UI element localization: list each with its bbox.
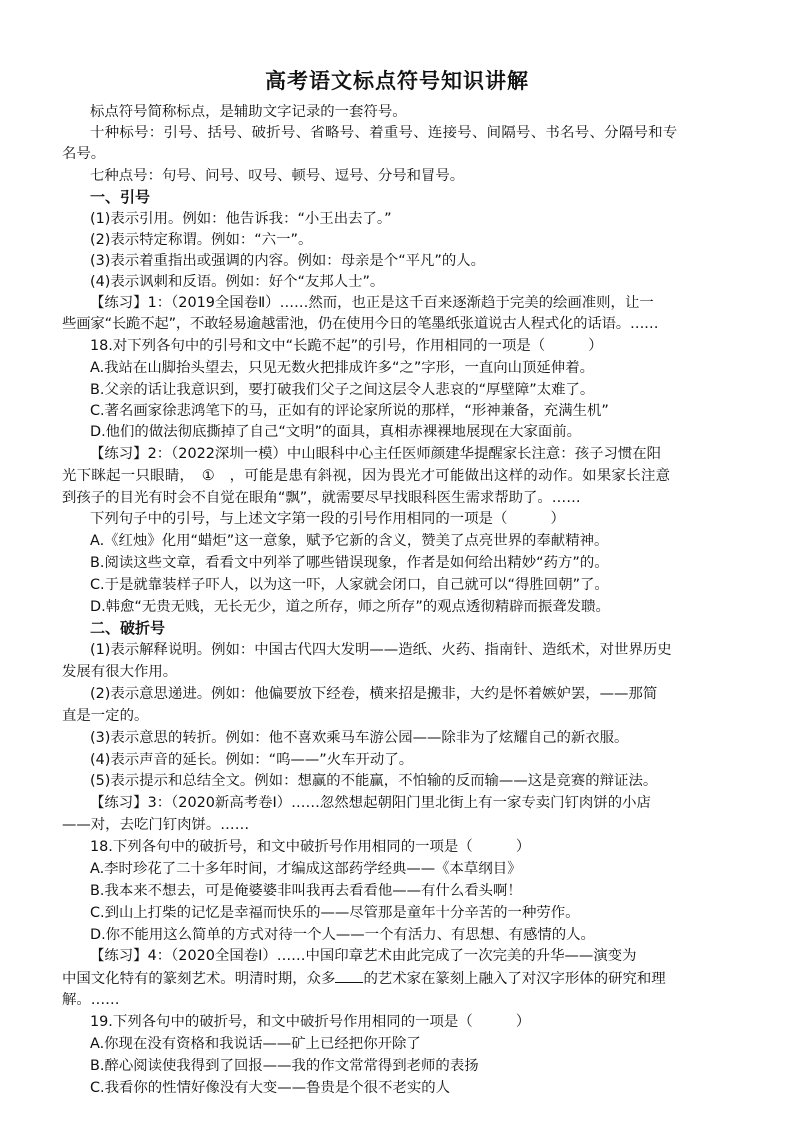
fill-blank [335, 968, 363, 983]
exercise-line: ——对，去吃门钉肉饼。…… [62, 817, 250, 833]
text-line: 七种点号：句号、问号、叹号、顿号、逗号、分号和冒号。 [90, 168, 465, 184]
exercise-line: 【练习】2：（2022深圳一模）中山眼科中心主任医师颜建华提醒家长注意：孩子习惯在阳 [90, 446, 662, 462]
text-line: (3)表示意思的转折。例如：他不喜欢乘马车游公园——除非为了炫耀自己的新衣服。 [90, 730, 629, 746]
text-line: (3)表示着重指出或强调的内容。例如：母亲是个“平凡”的人。 [90, 253, 486, 269]
exercise-text: 中国文化特有的篆刻艺术。明清时期，众多 [62, 971, 336, 987]
text-line: (4)表示声音的延长。例如：“呜——”火车开动了。 [90, 752, 414, 768]
option-line: C.我看你的性情好像没有大变——鲁贵是个很不老实的人 [90, 1080, 450, 1096]
question-line: 18.对下列各句中的引号和文中“长跪不起”的引号，作用相同的一项是（ ） [90, 338, 603, 354]
text-line: (1)表示解释说明。例如：中国古代四大发明——造纸、火药、指南针、造纸术，对世界历史 [90, 642, 672, 658]
exercise-line: 些画家“长跪不起”，不敢轻易逾越雷池，仍在使用今日的笔墨纸张道说古人程式化的话语。…… [62, 316, 659, 332]
text-line: (2)表示意思递进。例如：他偏要放下经卷，横来招是搬非，大约是怀着嫉妒罢，——那简 [90, 686, 658, 702]
exercise-line: 【练习】3：（2020新高考卷Ⅰ）……忽然想起朝阳门里北街上有一家专卖门钉肉饼的小店 [90, 795, 651, 811]
option-line: D.他们的做法彻底撕掉了自己“文明”的面具，真相赤裸裸地展现在大家面前。 [90, 424, 582, 440]
option-line: B.我本来不想去，可是俺婆婆非叫我再去看看他——有什么看头啊！ [90, 883, 522, 899]
text-line: 名号。 [62, 146, 106, 162]
section-heading: 一、引号 [90, 188, 151, 206]
question-line: 19.下列各句中的破折号，和文中破折号作用相同的一项是（ ） [90, 1014, 531, 1030]
text-line: (2)表示特定称谓。例如：“六一”。 [90, 232, 313, 248]
question-line: 下列句子中的引号，与上述文字第一段的引号作用相同的一项是（ ） [90, 511, 565, 527]
option-line: D.韩愈“无贵无贱，无长无少，道之所存，师之所存”的观点透彻精辟而振聋发聩。 [90, 599, 610, 615]
option-line: B.醉心阅读使我得到了回报——我的作文常常得到老师的表扬 [90, 1058, 479, 1074]
option-line: A.我站在山脚抬头望去，只见无数火把排成许多“之”字形，一直向山顶延伸着。 [90, 360, 594, 376]
exercise-line: 光下眯起一只眼睛， ① ，可能是患有斜视，因为畏光才可能做出这样的动作。如果家长注意 [62, 468, 671, 484]
option-line: B.阅读这些文章，看看文中列举了哪些错误现象，作者是如何给出精妙“药方”的。 [90, 555, 609, 571]
option-line: B.父亲的话让我意识到，要打破我们父子之间这层令人悲哀的“厚壁障”太难了。 [90, 382, 595, 398]
option-line: D.你不能用这么简单的方式对待一个人——一个有活力、有思想、有感情的人。 [90, 927, 595, 943]
exercise-line: 【练习】1：（2019全国卷Ⅱ）……然而，也正是这千百来逐渐趋于完美的绘画准则，让一 [90, 295, 654, 311]
document-title: 高考语文标点符号知识讲解 [265, 69, 529, 93]
exercise-line: 解。…… [62, 992, 120, 1008]
option-line: A.你现在没有资格和我说话——矿上已经把你开除了 [90, 1036, 421, 1052]
option-line: C.著名画家徐悲鸿笔下的马，正如有的评论家所说的那样，“形神兼备，充满生机” [90, 403, 609, 419]
option-line: A.《红烛》化用“蜡炬”这一意象，赋予它新的含义，赞美了点亮世界的奉献精神。 [90, 533, 609, 549]
exercise-line [62, 968, 666, 989]
text-line: (4)表示讽刺和反语。例如：好个“友邦人士”。 [90, 274, 385, 290]
option-line: A.李时珍花了二十多年时间，才编成这部药学经典——《本草纲目》 [90, 861, 522, 877]
option-line: C.到山上打柴的记忆是幸福而快乐的——尽管那是童年十分辛苦的一种劳作。 [90, 905, 580, 921]
question-line: 18.下列各句中的破折号，和文中破折号作用相同的一项是（ ） [90, 839, 531, 855]
exercise-line: 【练习】4：（2020全国卷Ⅰ）……中国印章艺术由此完成了一次完美的升华——演变为 [90, 948, 637, 964]
exercise-text: 的艺术家在篆刻上融入了对汉字形体的研究和理 [363, 971, 666, 987]
text-line: 发展有很大作用。 [62, 664, 178, 680]
exercise-line: 到孩子的目光有时会不自觉在眼角“飘”，就需要尽早找眼科医生需求帮助了。…… [62, 490, 581, 506]
text-line: 标点符号简称标点，是辅助文字记录的一套符号。 [90, 104, 407, 120]
section-heading: 二、破折号 [90, 619, 166, 637]
option-line: C.于是就靠装样子吓人，以为这一吓，人家就会闭口，自己就可以“得胜回朝”了。 [90, 577, 609, 593]
text-line: 直是一定的。 [62, 708, 149, 724]
text-line: (1)表示引用。例如：他告诉我：“小王出去了。” [90, 211, 392, 227]
text-line: (5)表示提示和总结全文。例如：想赢的不能赢，不怕输的反而输——这是竞赛的辩证法。 [90, 773, 658, 789]
text-line: 十种标号：引号、括号、破折号、省略号、着重号、连接号、间隔号、书名号、分隔号和专 [90, 125, 678, 141]
